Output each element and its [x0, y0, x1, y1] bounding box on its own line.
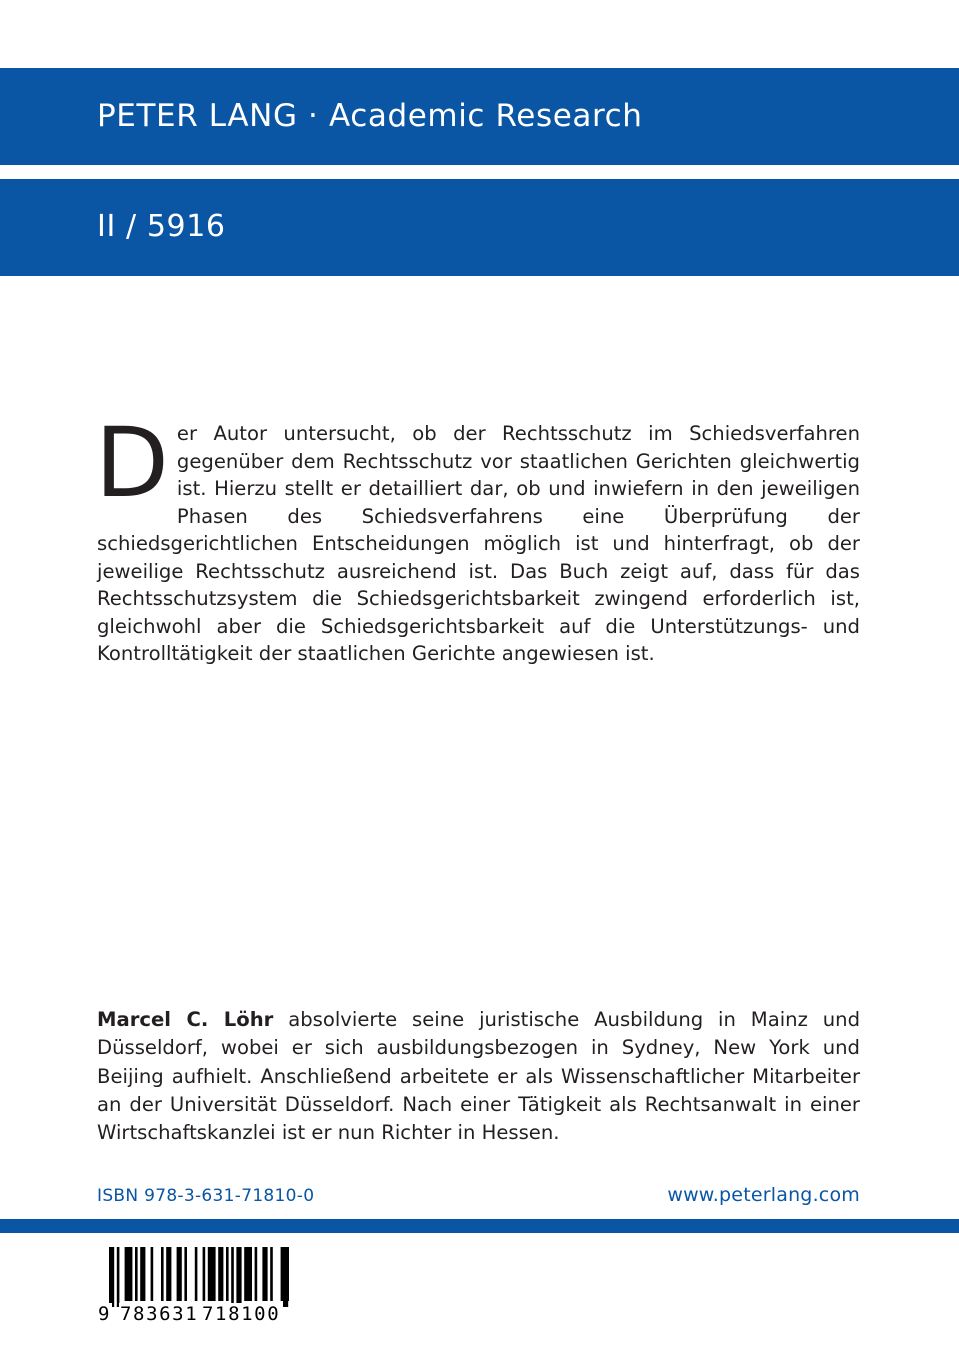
footer-rule	[0, 1219, 959, 1233]
isbn: ISBN 978-3-631-71810-0	[97, 1186, 315, 1206]
drop-cap: D	[95, 407, 169, 519]
barcode-bar	[236, 1247, 241, 1307]
barcode-bar	[203, 1247, 206, 1301]
barcode-bar	[218, 1247, 223, 1301]
barcode-bar	[109, 1247, 114, 1307]
author-bio	[97, 1006, 860, 1147]
imprint-band	[0, 68, 959, 165]
barcode-bar	[195, 1247, 198, 1301]
barcode-bar	[117, 1247, 120, 1307]
barcode-bar	[135, 1247, 138, 1301]
barcode-bar	[262, 1247, 267, 1301]
barcode-bar	[125, 1247, 133, 1301]
book-description	[95, 407, 860, 668]
barcode-bar	[184, 1247, 187, 1301]
publisher-website: www.peterlang.com	[667, 1184, 860, 1206]
barcode-bar	[208, 1247, 216, 1301]
barcode-bar	[255, 1247, 258, 1301]
series-band	[0, 179, 959, 276]
barcode-bar	[161, 1247, 164, 1301]
author-name: Marcel C. Löhr	[97, 1008, 274, 1031]
barcode-bar	[283, 1247, 288, 1307]
barcode-bar	[151, 1247, 154, 1301]
barcode-bar	[140, 1247, 145, 1301]
series-number: II / 5916	[97, 209, 226, 244]
barcode-bar	[244, 1247, 252, 1301]
barcode-digits-right: 718100	[202, 1303, 281, 1325]
barcode-bars	[97, 1245, 289, 1307]
barcode-bar	[226, 1247, 229, 1301]
isbn-barcode	[97, 1245, 289, 1325]
barcode-bar	[177, 1247, 182, 1301]
description-text: er Autor untersucht, ob der Rechtsschutz im Schiedsverfahren gegenüber dem Rechtsschutz vor staatlichen Gerichten gleichwertig ist. Hierzu stellt er detailliert dar, ob und inwiefern in den jeweiligen Phasen des Schiedsverfahrens eine Überprüfung der schiedsgerichtlichen Entscheidungen möglich ist und hinterfragt, ob der jeweilige Rechtsschutz ausreichend ist. Das Buch zeigt auf, dass für das Rechtsschutzsystem die Schiedsgerichtsbarkeit zwingend erforderlich ist, gleichwohl aber die Schiedsgerichtsbarkeit auf die Unterstützungs- und Kontrolltätigkeit der staatlichen Gerichte angewiesen ist.	[97, 422, 860, 665]
barcode-digit-first: 9	[98, 1303, 112, 1325]
barcode-bar	[270, 1247, 273, 1301]
imprint-title: PETER LANG · Academic Research	[97, 98, 643, 134]
barcode-bar	[231, 1247, 234, 1307]
author-bio-text: absolvierte seine juristische Ausbildung in Mainz und Düsseldorf, wobei er sich ausbildungsbezogen in Sydney, New York und Beijing aufhielt. Anschließend arbeitete er als Wissenschaftlicher Mitarbeiter an der Universität Düsseldorf. Nach einer Tätigkeit als Rechtsanwalt in einer Wirtschaftskanzlei ist er nun Richter in Hessen.	[97, 1008, 861, 1145]
barcode-digits-left: 783631	[120, 1303, 199, 1325]
barcode-bar	[166, 1247, 171, 1301]
